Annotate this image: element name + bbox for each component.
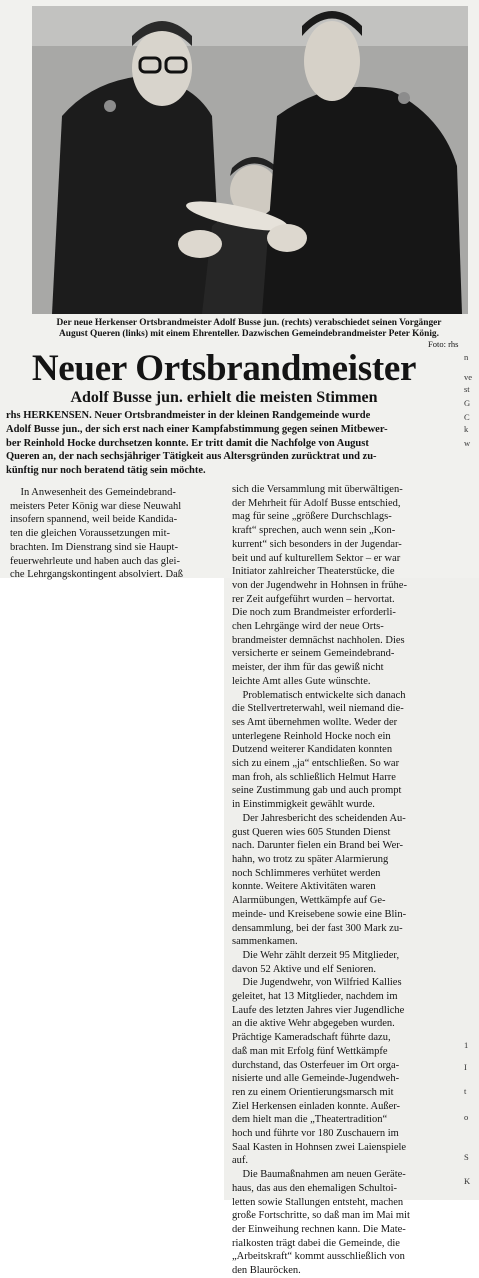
article-text-line: letten sowie Stallungen entsteht, machen	[232, 1196, 404, 1208]
article-text-line: nisierte und alle Gemeinde-Jugendweh-	[232, 1073, 400, 1085]
edge-fragment: st	[464, 384, 470, 394]
lead-line: rhs HERKENSEN. Neuer Ortsbrandmeister in der kleinen Randgemeinde wurde	[6, 410, 371, 421]
article-text-line: chen Lehrgänge wird der neue Orts-	[232, 621, 384, 633]
article-text-line: in Einstimmigkeit gewählt wurde.	[232, 799, 375, 811]
photo-caption-line: August Queren (links) mit einem Ehrenteller. Dazwischen Gemeindebrandmeister Peter König.	[59, 328, 439, 339]
article-text-line: der Einweihung rechnen kann. Die Mate-	[232, 1223, 406, 1235]
article-text-line: „Arbeitskraft“ kommt ausschließlich von	[232, 1251, 405, 1263]
article-headline: Neuer Ortsbrandmeister	[31, 348, 417, 389]
article-text-line: feuerwehrleute und haben auch das glei-	[10, 555, 180, 567]
article-text-line: mag für seine „größere Durchschlags-	[232, 511, 392, 523]
article-text-line: Problematisch entwickelte sich danach	[232, 689, 406, 701]
article-text-line: che Lehrgangskontingent absolviert. Daß	[10, 569, 184, 581]
article-text-line: meister, der ihm für das gewiß nicht	[232, 662, 384, 674]
article-text-line: sammenkamen.	[232, 936, 298, 948]
article-text-line: ses Amt übernehmen wollte. Weder der	[232, 716, 398, 728]
article-text-line: seine Zustimmung gab und auch prompt	[232, 785, 402, 797]
article-text-line: noch Schlimmeres verhütet werden	[232, 867, 381, 879]
article-text-line: beit und auf kulturellem Sektor – er war	[232, 552, 401, 564]
article-text-line: Ziel Herkensen einladen konnte. Außer-	[232, 1100, 401, 1112]
article-text-line: ren zu einem Orientierungsmarsch mit	[232, 1086, 394, 1098]
photo-icon	[32, 6, 468, 314]
edge-fragment: w	[464, 438, 471, 448]
article-text-line: die Stellvertreterwahl, weil niemand die-	[232, 703, 404, 715]
article-text-line: man froh, als schließlich Helmut Harre	[232, 771, 396, 783]
article-text-line: Die noch zum Brandmeister erforderli-	[232, 607, 396, 619]
lead-line: künftig nur noch beratend tätig sein möchte.	[6, 465, 206, 477]
lead-line: Adolf Busse jun., der sich erst nach einer Kampfabstimmung gegen seinen Mitbewer-	[6, 423, 388, 435]
article-text-line: konnte. Weitere Aktivitäten waren	[232, 881, 376, 893]
article-text-line: Die Jugendwehr, von Wilfried Kallies	[232, 977, 402, 989]
article-text-line: gust Queren wies 605 Stunden Dienst	[232, 826, 391, 838]
article-text-line: insofern spannend, weil beide Kandida-	[10, 514, 178, 526]
article-text-line: daß man mit Erfolg fünf Wettkämpfe	[232, 1045, 388, 1057]
article-text-line: brandmeister demnächst nachholen. Dies	[232, 634, 405, 646]
article-text-line: Saal Kasten in Hohnsen zwei Laienspiele	[232, 1141, 407, 1153]
edge-fragment: n	[464, 352, 469, 362]
article-text-line: sich die Versammlung mit überwältigen-	[232, 484, 403, 495]
photo-credit: Foto: rhs	[428, 339, 459, 349]
edge-fragment: I	[464, 1062, 467, 1072]
article-text-line: geleitet, hat 13 Mitglieder, nachdem im	[232, 991, 398, 1003]
article-text-line: Prächtige Kameradschaft führte dazu,	[232, 1032, 391, 1044]
photo-caption-line: Der neue Herkenser Ortsbrandmeister Adolf Busse jun. (rechts) verabschiedet seinen Vorgänger	[56, 318, 442, 328]
article-text-line: densammlung, bei der fast 300 Mark zu-	[232, 922, 403, 934]
article-text-line: kraft“ sprechen, auch wenn sein „Kon-	[232, 525, 396, 537]
article-text-line: Die Wehr zählt derzeit 95 Mitglieder,	[232, 949, 400, 961]
edge-fragment: G	[464, 398, 471, 408]
article-text-line: auf.	[232, 1155, 249, 1167]
article-text-line: der Mehrheit für Adolf Busse entschied,	[232, 497, 401, 509]
article-text-line: haus, das aus den ehemaligen Schultoi-	[232, 1182, 398, 1194]
article-text-line: meisters Peter König war diese Neuwahl	[10, 500, 182, 512]
article-text-line: rer Zeit aufgeführt wurden – hervortat.	[232, 593, 395, 605]
article-text-line: Die Baumaßnahmen am neuen Geräte-	[232, 1169, 406, 1181]
article-text-line: an die aktive Wehr abgegeben wurden.	[232, 1018, 395, 1030]
article-text-line: Laufe des letzten Jahres vier Jugendliche	[232, 1004, 405, 1016]
article-text-line: durchstand, das Osterfeuer im Ort orga-	[232, 1059, 400, 1071]
edge-fragment: K	[464, 1176, 471, 1186]
article-column-left	[10, 486, 218, 582]
article-text-line: Initiator zahlreicher Theaterstücke, die	[232, 566, 395, 578]
photo-caption	[24, 318, 474, 340]
article-text-line: nach. Darunter fielen ein Brand bei Wer-	[232, 840, 404, 852]
article-text-line: unterlegene Reinhold Hocke noch ein	[232, 730, 391, 742]
article-text-line: leichte Amt alles Gute wünschte.	[232, 675, 371, 687]
article-text-line: versicherte er seinem Gemeindebrand-	[232, 648, 395, 660]
article-text-line: hahn, wo trotz zu später Alarmierung	[232, 853, 389, 865]
edge-fragment: 1	[464, 1040, 469, 1050]
article-text-line: große Fortschritte, so daß man im Mai mit	[232, 1210, 410, 1222]
article-text-line: meinde- und Kreisebene sowie eine Blin-	[232, 908, 407, 920]
article-lead	[6, 409, 450, 478]
article-text-line: ten die gleichen Voraussetzungen mit-	[10, 528, 170, 540]
article-text-line: Alarmübungen, Wettkämpfe auf Ge-	[232, 895, 386, 907]
article-text-line: den Blauröcken.	[232, 1265, 301, 1277]
article-column-right	[232, 483, 458, 1278]
lead-line: Queren an, der nach sechsjähriger Tätigkeit aus Altersgründen zurücktrat und zu-	[6, 451, 377, 463]
article-text-line: In Anwesenheit des Gemeindebrand-	[10, 487, 176, 498]
article-text-line: rialkosten trägt dabei die Gemeinde, die	[232, 1237, 400, 1249]
article-text-line: Der Jahresbericht des scheidenden Au-	[232, 812, 406, 824]
article-text-line: kurrent“ sich besonders in der Jugendar-	[232, 538, 402, 550]
edge-fragment: o	[464, 1112, 469, 1122]
article-text-line: davon 52 Aktive und elf Senioren.	[232, 963, 377, 975]
article-text-line: dem hielt man die „Theatertradition“	[232, 1114, 388, 1126]
article-text-line: brachten. Im Dienstrang sind sie Haupt-	[10, 541, 178, 553]
article-text-line: sich zu einem „ja“ entschließen. So war	[232, 758, 400, 770]
edge-fragment: t	[464, 1086, 467, 1096]
edge-fragment: S	[464, 1152, 469, 1162]
article-text-line: hoch und führte vor 180 Zuschauern im	[232, 1128, 399, 1140]
edge-fragment: k	[464, 424, 469, 434]
lead-line: ber Reinhold Hocke durchsetzen konnte. Er tritt damit die Nachfolge von August	[6, 437, 369, 449]
edge-fragment: C	[464, 412, 470, 422]
press-photo	[32, 6, 468, 314]
edge-fragment: ve	[464, 372, 473, 382]
article-text-line: Dutzend weiterer Kandidaten konnten	[232, 744, 393, 756]
article-text-line: von der Jugendwehr in Hohnsen in frühe-	[232, 579, 407, 591]
article-subheadline: Adolf Busse jun. erhielt die meisten Stimmen	[70, 389, 378, 406]
